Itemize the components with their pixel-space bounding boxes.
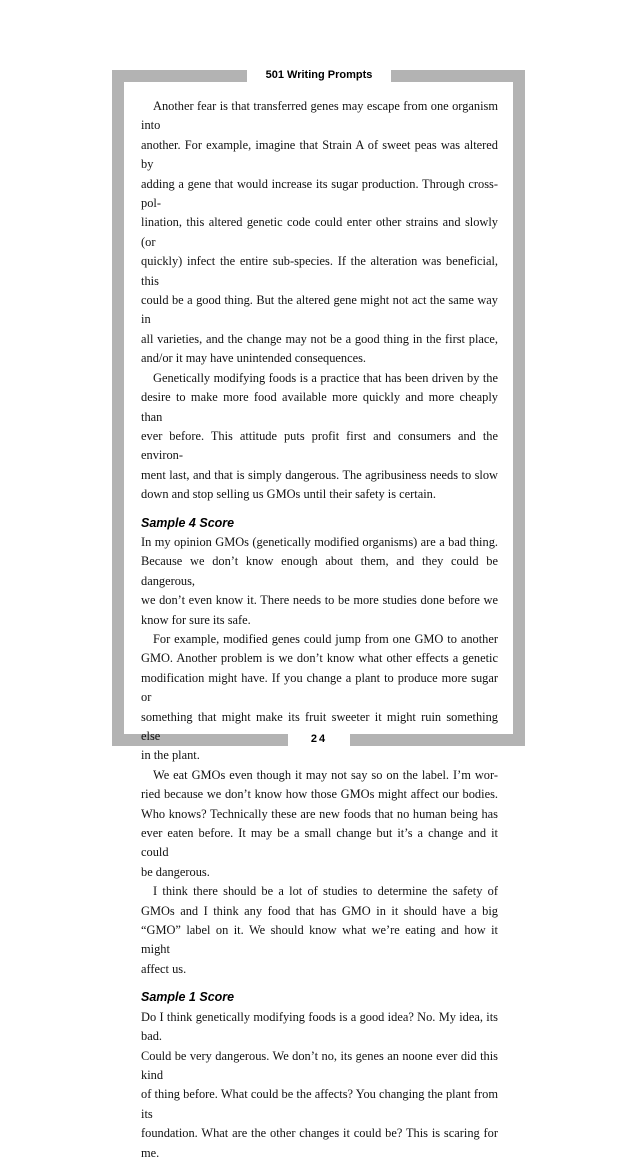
text-line: something that might make its fruit sweeter it might ruin something else [141, 709, 498, 743]
page-frame-right [513, 70, 525, 746]
text-line: quickly) infect the entire sub-species. If the alteration was beneficial, this [141, 254, 498, 288]
page-frame-top-left [112, 70, 247, 82]
text-line: another. For example, imagine that Strain A of sweet peas was altered by [141, 137, 498, 172]
text-line: in the plant. [141, 748, 200, 763]
page-frame-top-right [391, 70, 525, 82]
text-line: Another fear is that transferred genes may escape from one organism into [141, 99, 498, 133]
text-line: “GMO” label on it. We should know what we’re eating and how it might [141, 923, 498, 957]
text-line: down and stop selling us GMOs until their safety is certain. [141, 487, 436, 502]
page-number: 24 [310, 733, 328, 745]
text-line: foundation. What are the other changes it could be? This is scaring for me. [141, 1126, 498, 1160]
text-line: Because we don’t know enough about them, and they could be dangerous, [141, 554, 498, 588]
text-line: lination, this altered genetic code could enter other strains and slowly (or [141, 215, 498, 249]
paragraph [141, 369, 498, 505]
text-line: of thing before. What could be the affects? You changing the plant from its [141, 1087, 498, 1121]
running-head: 501 Writing Prompts [265, 69, 373, 81]
text-line: GMO. Another problem is we don’t know what other effects a genetic [141, 651, 498, 666]
text-line: Could be very dangerous. We don’t no, its genes an noone ever did this kind [141, 1048, 498, 1082]
text-line: Who knows? Technically these are new foods that no human being has [141, 806, 498, 821]
paragraph [141, 533, 498, 630]
text-line: know for sure its safe. [141, 612, 251, 627]
text-line: GMOs and I think any food that has GMO in it should have a big [141, 903, 498, 918]
text-line: In my opinion GMOs (genetically modified organisms) are a bad thing. [141, 534, 498, 549]
text-line: ried because we don’t know how those GMOs might affect our bodies. [141, 787, 498, 802]
paragraph [141, 97, 498, 369]
paragraph [141, 1008, 498, 1163]
text-line: We eat GMOs even though it may not say so on the label. I’m wor- [153, 767, 498, 782]
paragraph [141, 630, 498, 766]
text-line: For example, modified genes could jump from one GMO to another [153, 631, 498, 646]
text-line: modification might have. If you change a plant to produce more sugar or [141, 670, 498, 705]
paragraph [141, 766, 498, 882]
text-line: be dangerous. [141, 864, 210, 879]
text-line: Genetically modifying foods is a practice that has been driven by the [153, 370, 498, 385]
section-heading: Sample 1 Score [141, 990, 235, 1005]
text-line: all varieties, and the change may not be a good thing in the first place, [141, 331, 498, 346]
page-content [141, 97, 498, 1163]
text-line: affect us. [141, 961, 187, 976]
paragraph [141, 882, 498, 979]
text-line: and/or it may have unintended consequences. [141, 351, 367, 366]
text-line: Do I think genetically modifying foods is a good idea? No. My idea, its bad. [141, 1009, 498, 1044]
section-heading: Sample 4 Score [141, 515, 235, 530]
text-line: ment last, and that is simply dangerous. The agribusiness needs to slow [141, 467, 498, 482]
text-line: ever before. This attitude puts profit first and consumers and the environ- [141, 428, 498, 463]
text-line: adding a gene that would increase its sugar production. Through cross-pol- [141, 176, 498, 211]
page-frame-left [112, 70, 124, 746]
text-line: ever eaten before. It may be a small change but it’s a change and it could [141, 826, 498, 860]
text-line: desire to make more food available more quickly and more cheaply than [141, 390, 498, 424]
text-line: could be a good thing. But the altered gene might not act the same way in [141, 293, 498, 327]
text-line: we don’t even know it. There needs to be more studies done before we [141, 593, 498, 608]
text-line: I think there should be a lot of studies to determine the safety of [153, 884, 498, 899]
